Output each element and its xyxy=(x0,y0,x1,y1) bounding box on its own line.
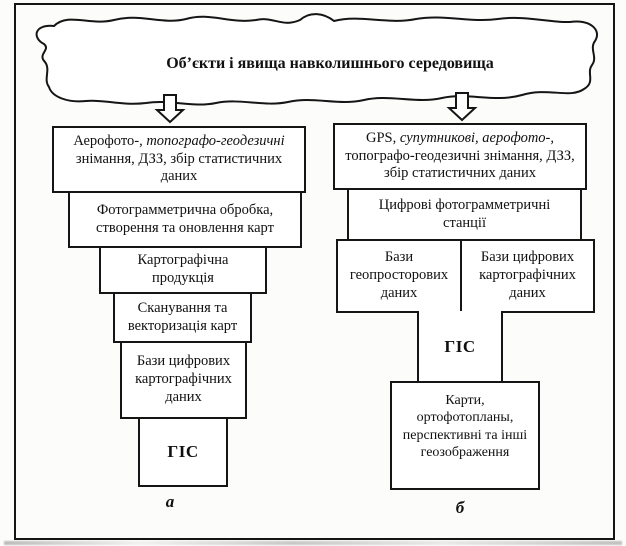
scan-artifact xyxy=(4,541,622,545)
node-right-gis: ГІС xyxy=(417,311,503,383)
node-left-photogrammetric-processing: Фотограмметрична обробка, створення та оновлення карт xyxy=(68,191,302,248)
node-right-gps-surveys-text: GPS, супутникові, аерофото-, топографо-геодезичні знімання, ДЗЗ, збір статистичних даних xyxy=(345,129,575,182)
node-left-surveys xyxy=(52,126,306,193)
node-right-digital-photogrammetric-stations: Цифрові фотограмметричні станції xyxy=(347,188,582,241)
node-left-surveys-text: Аерофото-, топографо-геодезичні знімання, ДЗЗ, збір статистичних даних xyxy=(73,132,285,185)
node-right-geospatial-databases: Бази геопросторових даних xyxy=(336,239,462,313)
column-label-b: б xyxy=(455,498,465,517)
node-right-maps-orthophotoplans: Карти, ортофотопланы, перспективні та інші геозображення xyxy=(390,381,540,490)
cloud-title: Об’єкти і явища навколишнього середовища xyxy=(166,55,494,72)
down-arrow-icon xyxy=(445,92,479,122)
node-left-gis: ГІС xyxy=(138,417,228,487)
down-arrow-icon xyxy=(153,94,187,124)
node-right-gps-surveys xyxy=(333,123,587,190)
column-label-a: а xyxy=(165,492,175,511)
node-left-scanning-vectorization: Сканування та векторизація карт xyxy=(113,292,252,343)
node-left-cartographic-production: Картографічна продукція xyxy=(99,246,267,294)
node-right-digital-cartographic-databases: Бази цифрових картографічних даних xyxy=(460,239,595,313)
node-left-digital-cartographic-databases: Бази цифрових картографічних даних xyxy=(120,341,247,419)
